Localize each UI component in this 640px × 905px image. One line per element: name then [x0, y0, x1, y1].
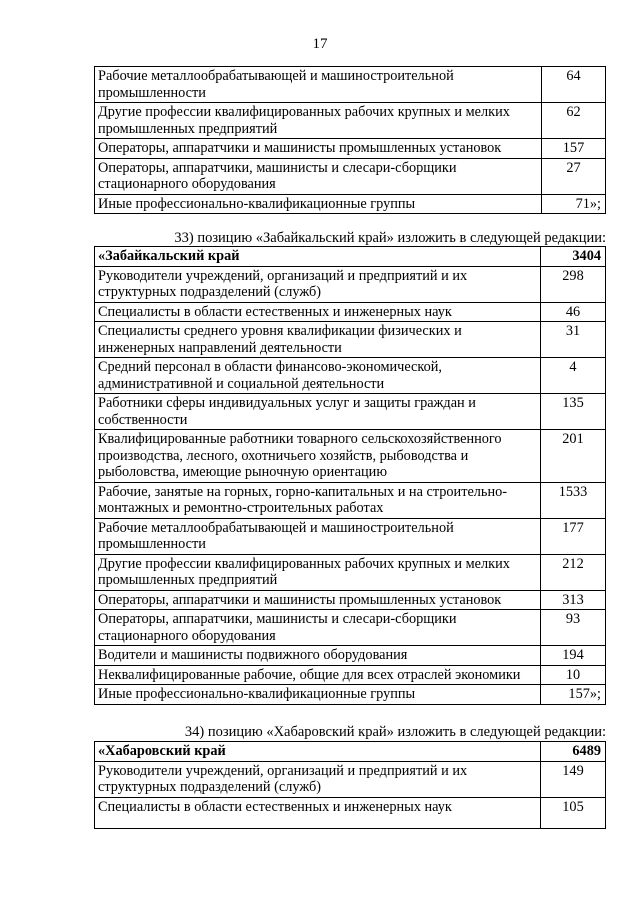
region-name: «Хабаровский край: [95, 742, 541, 762]
row-value: 31: [541, 322, 606, 358]
table-row: [95, 430, 606, 483]
row-value: 4: [541, 358, 606, 394]
row-value: 1533: [541, 482, 606, 518]
row-value: 298: [541, 266, 606, 302]
row-value: 93: [541, 610, 606, 646]
row-value: 10: [541, 665, 606, 685]
row-label: Иные профессионально-квалификационные группы: [95, 194, 542, 214]
row-value: 135: [541, 394, 606, 430]
table-row: [95, 554, 606, 590]
row-label: Специалисты среднего уровня квалификации физических и инженерных направлений деятельности: [95, 322, 541, 358]
region-total: 6489: [541, 742, 606, 762]
row-label: Средний персонал в области финансово-экономической, административной и социальной деятельности: [95, 358, 541, 394]
row-label: Водители и машинисты подвижного оборудования: [95, 646, 541, 666]
row-value: 105: [541, 797, 606, 828]
row-label: Рабочие металлообрабатывающей и машиностроительной промышленности: [95, 67, 542, 103]
row-label: Квалифицированные работники товарного сельскохозяйственного производства, лесного, охотничьего хозяйств, рыбоводства и рыболовства, имеющие рыночную ориентацию: [95, 430, 541, 483]
row-value: 194: [541, 646, 606, 666]
table-row: [95, 761, 606, 797]
table-row: [95, 797, 606, 828]
table-row: [95, 103, 606, 139]
row-label: Рабочие, занятые на горных, горно-капитальных и на строительно-монтажных и ремонтно-строительных работах: [95, 482, 541, 518]
table-zabaikalsky: [94, 246, 606, 705]
table-row: [95, 518, 606, 554]
row-value: 157»;: [541, 685, 606, 705]
table-row: [95, 394, 606, 430]
row-label: Специалисты в области естественных и инженерных наук: [95, 302, 541, 322]
row-label: Другие профессии квалифицированных рабочих крупных и мелких промышленных предприятий: [95, 554, 541, 590]
table-row: [95, 266, 606, 302]
row-label: Рабочие металлообрабатывающей и машиностроительной промышленности: [95, 518, 541, 554]
table-row: [95, 358, 606, 394]
table-header-row: [95, 742, 606, 762]
table-row: [95, 139, 606, 159]
row-label: Операторы, аппаратчики и машинисты промышленных установок: [95, 590, 541, 610]
table-continuation: [94, 66, 606, 214]
section-33-intro: 33) позицию «Забайкальский край» изложить в следующей редакции:: [174, 230, 606, 246]
row-value: 149: [541, 761, 606, 797]
table-row: [95, 302, 606, 322]
row-value: 46: [541, 302, 606, 322]
row-value: 157: [542, 139, 606, 159]
row-label: Работники сферы индивидуальных услуг и защиты граждан и собственности: [95, 394, 541, 430]
section-34-intro: 34) позицию «Хабаровский край» изложить в следующей редакции:: [184, 724, 606, 740]
row-label: Неквалифицированные рабочие, общие для всех отраслей экономики: [95, 665, 541, 685]
row-label: Операторы, аппаратчики, машинисты и слесари-сборщики стационарного оборудования: [95, 158, 542, 194]
row-label: Операторы, аппаратчики, машинисты и слесари-сборщики стационарного оборудования: [95, 610, 541, 646]
region-name: «Забайкальский край: [95, 247, 541, 267]
row-label: Руководители учреждений, организаций и предприятий и их структурных подразделений (служб): [95, 266, 541, 302]
row-value: 64: [542, 67, 606, 103]
region-total: 3404: [541, 247, 606, 267]
table-row: [95, 685, 606, 705]
table-row: [95, 646, 606, 666]
row-value: 177: [541, 518, 606, 554]
table-row: [95, 610, 606, 646]
row-label: Другие профессии квалифицированных рабочих крупных и мелких промышленных предприятий: [95, 103, 542, 139]
table-khabarovsky: [94, 741, 606, 829]
table-row: [95, 665, 606, 685]
table-row: [95, 158, 606, 194]
table-header-row: [95, 247, 606, 267]
table-row: [95, 482, 606, 518]
row-label: Руководители учреждений, организаций и предприятий и их структурных подразделений (служб): [95, 761, 541, 797]
table-row: [95, 194, 606, 214]
row-value: 212: [541, 554, 606, 590]
table-row: [95, 590, 606, 610]
row-label: Специалисты в области естественных и инженерных наук: [95, 797, 541, 828]
row-value: 313: [541, 590, 606, 610]
row-value: 201: [541, 430, 606, 483]
row-value: 62: [542, 103, 606, 139]
row-value: 27: [542, 158, 606, 194]
page-number: 17: [312, 36, 328, 52]
table-row: [95, 67, 606, 103]
row-value: 71»;: [542, 194, 606, 214]
row-label: Иные профессионально-квалификационные группы: [95, 685, 541, 705]
table-row: [95, 322, 606, 358]
row-label: Операторы, аппаратчики и машинисты промышленных установок: [95, 139, 542, 159]
